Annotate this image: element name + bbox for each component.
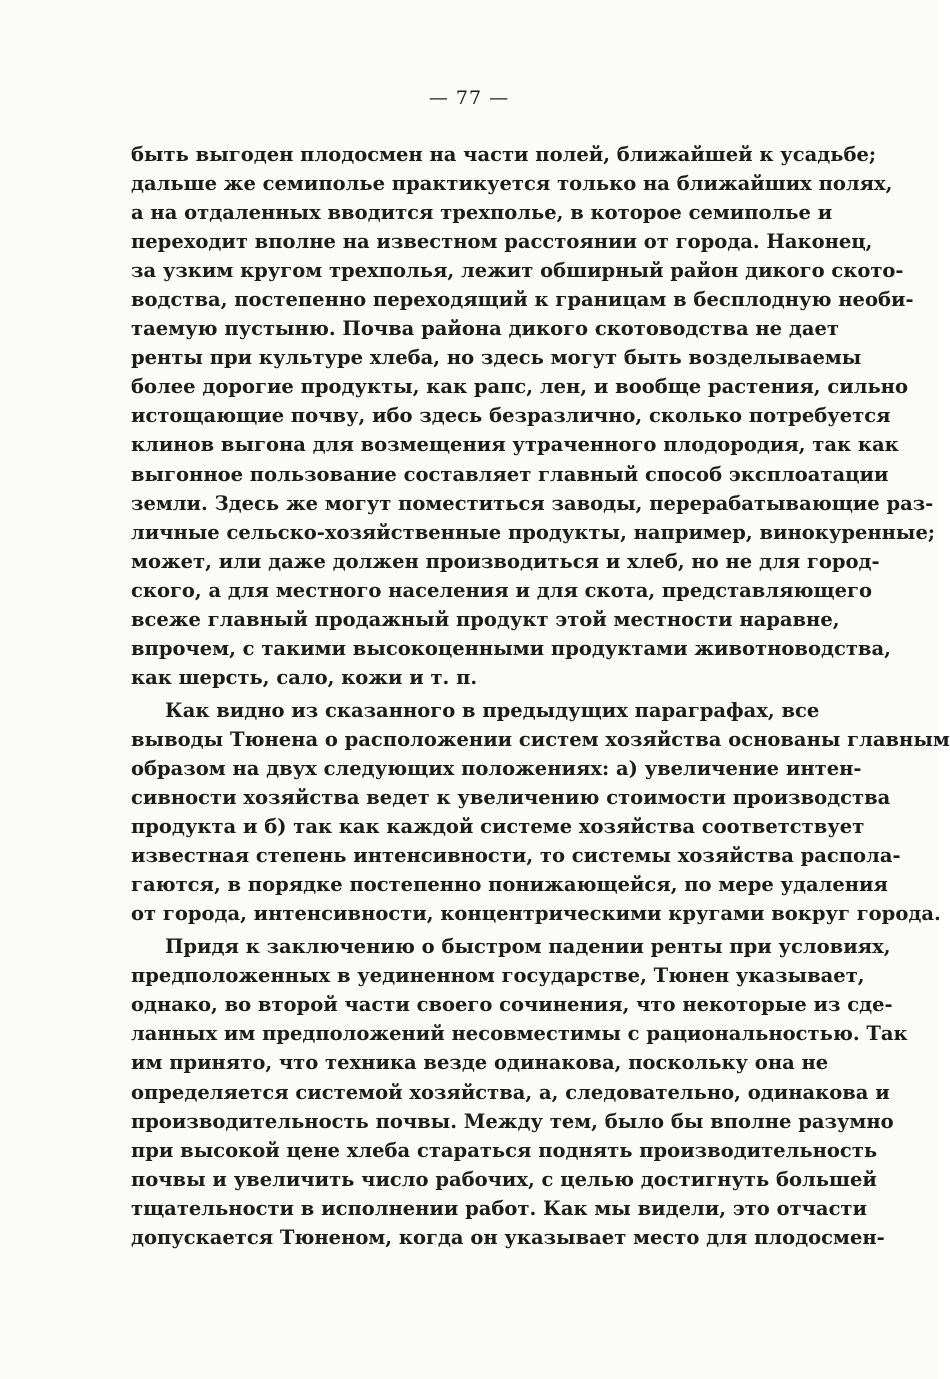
text-line: сивности хозяйства ведет к увеличению стоимости производства [131,786,891,810]
text-line: от города, интенсивности, концентрическими кругами вокруг города. [131,902,941,926]
paragraph [131,696,950,928]
text-line: при высокой цене хлеба стараться поднять производительность [131,1138,878,1162]
text-line: может, или даже должен производиться и хлеб, но не для город- [131,549,880,573]
text-line: впрочем, с такими высокоценными продуктами животноводства, [131,636,891,660]
text-line: личные сельско-хозяйственные продукты, например, винокуренные; [131,520,936,544]
text-line: почвы и увеличить число рабочих, с целью достигнуть большей [131,1167,877,1191]
text-line: образом на двух следующих положениях: а) увеличение интен- [131,756,862,780]
text-line: переходит вполне на известном расстоянии от города. Наконец, [131,230,873,254]
text-line: истощающие почву, ибо здесь безразлично, сколько потребуется [131,404,891,428]
text-line: ланных им предположений несовместимы с рациональностью. Так [131,1022,908,1046]
text-line: Как видно из сказанного в предыдущих параграфах, все [165,698,820,722]
text-line: как шерсть, сало, кожи и т. п. [131,665,478,689]
text-line: тщательности в исполнении работ. Как мы видели, это отчасти [131,1196,867,1220]
text-line: определяется системой хозяйства, а, следовательно, одинакова и [131,1080,890,1104]
text-line: земли. Здесь же могут поместиться заводы, перерабатывающие раз- [131,491,934,515]
text-line: клинов выгона для возмещения утраченного плодородия, так как [131,433,899,457]
text-line: предположенных в уединенном государстве, Тюнен указывает, [131,964,865,988]
text-line: водства, постепенно переходящий к границам в бесплодную необи- [131,288,914,312]
text-line: а на отдаленных вводится трехполье, в которое семиполье и [131,201,833,225]
text-line: однако, во второй части своего сочинения, что некоторые из сде- [131,993,893,1017]
text-line: производительность почвы. Между тем, было бы вполне разумно [131,1109,894,1133]
text-line: Придя к заключению о быстром падении ренты при условиях, [165,935,891,959]
body-text [131,140,950,1252]
text-line: выводы Тюнена о расположении систем хозяйства основаны главным [131,727,950,751]
text-line: допускается Тюненом, когда он указывает место для плодосмен- [131,1225,885,1249]
text-line: быть выгоден плодосмен на части полей, ближайшей к усадьбе; [131,143,877,166]
text-line: ского, а для местного населения и для скота, представляющего [131,578,872,602]
text-line: всеже главный продажный продукт этой местности наравне, [131,607,840,631]
paragraph [131,932,908,1252]
text-line: более дорогие продукты, как рапс, лен, и вообще растения, сильно [131,375,908,399]
text-line: гаются, в порядке постепенно понижающейся, по мере удаления [131,873,888,897]
text-line: им принято, что техника везде одинакова, поскольку она не [131,1051,829,1075]
text-line: выгонное пользование составляет главный способ эксплоатации [131,462,889,486]
text-line: таемую пустыню. Почва района дикого скотоводства не дает [131,317,839,341]
page-number: — 77 — [428,87,510,109]
paragraph [131,140,936,692]
text-line: продукта и б) так как каждой системе хозяйства соответствует [131,815,865,839]
text-line: известная степень интенсивности, то системы хозяйства распола- [131,844,901,868]
text-line: дальше же семиполье практикуется только на ближайших полях, [131,172,893,196]
text-line: ренты при культуре хлеба, но здесь могут быть возделываемы [131,346,862,370]
text-line: за узким кругом трехполья, лежит обширный район дикого ското- [131,259,904,283]
